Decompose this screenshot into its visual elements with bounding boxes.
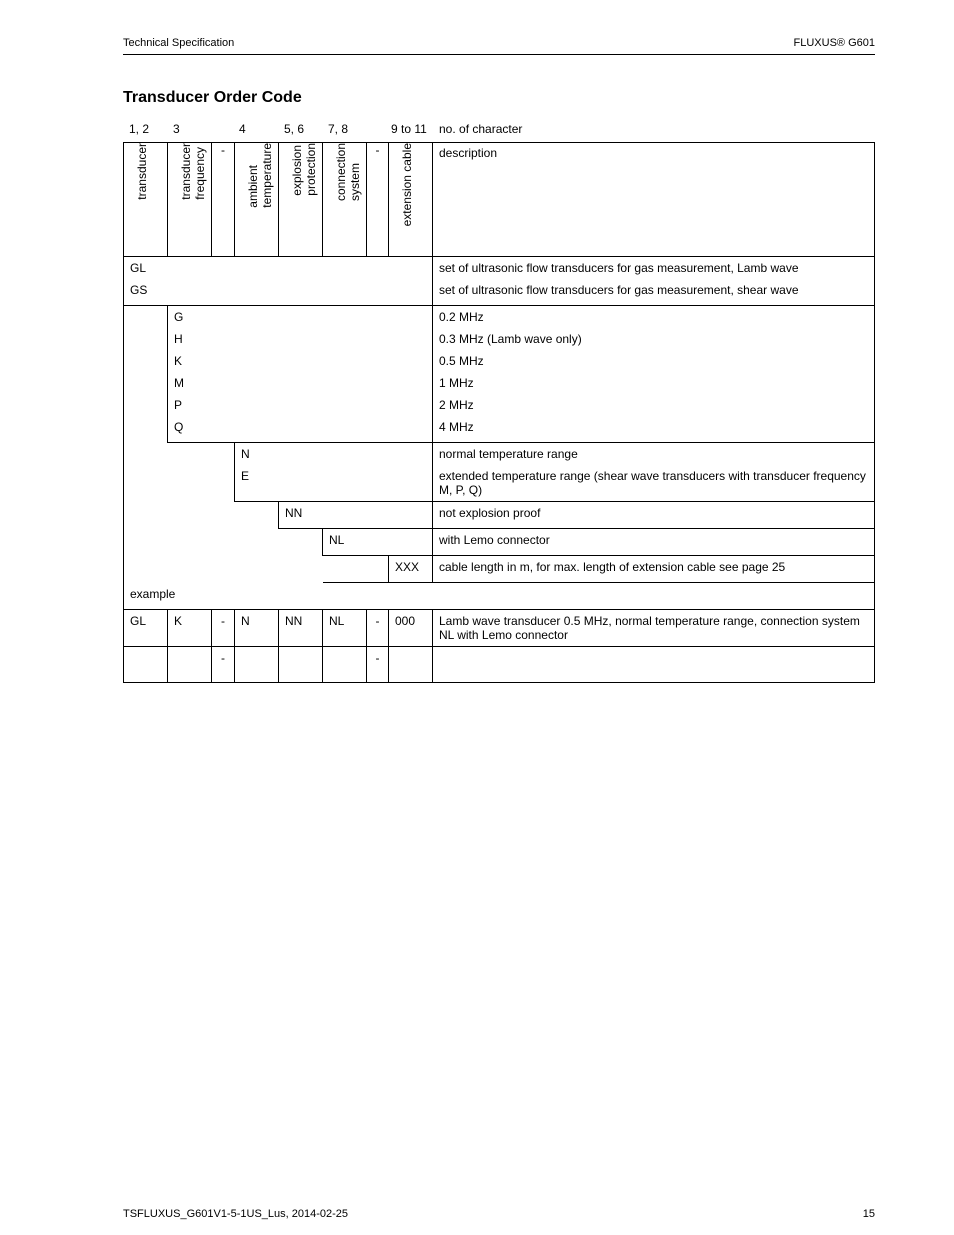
code-cell: GS	[124, 279, 433, 306]
char-num-7-8: 7, 8	[328, 122, 349, 136]
col-header-connection: connection system	[323, 143, 367, 257]
spacer-cell	[124, 306, 168, 583]
code-cell: H	[168, 328, 433, 350]
blank-cell	[235, 647, 279, 683]
col-header-transducer: transducer	[124, 143, 168, 257]
spacer-cell	[323, 556, 389, 583]
spacer-cell	[279, 529, 323, 583]
description-cell: 4 MHz	[433, 416, 875, 443]
example-connection: NL	[323, 610, 367, 647]
col-header-description: description	[433, 143, 875, 257]
blank-dash-1: -	[212, 647, 235, 683]
description-cell: 0.5 MHz	[433, 350, 875, 372]
col-header-explosion: explosion protection	[279, 143, 323, 257]
spacer-cell	[235, 502, 279, 583]
table-row-explosion	[124, 502, 875, 529]
description-cell: cable length in m, for max. length of extension cable see page 25	[433, 556, 875, 583]
col-header-dash-1: -	[212, 143, 235, 257]
blank-cell	[124, 647, 168, 683]
blank-cell	[323, 647, 367, 683]
example-cable: 000	[389, 610, 433, 647]
order-code-table	[123, 142, 875, 683]
description-cell: 0.3 MHz (Lamb wave only)	[433, 328, 875, 350]
table-row-frequency	[124, 416, 875, 443]
spacer-cell	[168, 443, 235, 583]
code-cell: XXX	[389, 556, 433, 583]
code-cell: N	[235, 443, 433, 466]
example-label: example	[124, 583, 875, 610]
description-cell: set of ultrasonic flow transducers for gas measurement, Lamb wave	[433, 257, 875, 280]
char-num-9-11: 9 to 11	[391, 122, 427, 136]
char-num-label: no. of character	[439, 122, 523, 136]
table-row-frequency	[124, 328, 875, 350]
col-header-dash-2: -	[367, 143, 389, 257]
char-num-4: 4	[239, 122, 246, 136]
table-row-blank	[124, 647, 875, 683]
col-header-temperature: ambient temperature	[235, 143, 279, 257]
col-header-cable: extension cable	[389, 143, 433, 257]
blank-cell	[389, 647, 433, 683]
code-cell: G	[168, 306, 433, 329]
blank-dash-2: -	[367, 647, 389, 683]
description-cell: with Lemo connector	[433, 529, 875, 556]
table-row-transducer-gs	[124, 279, 875, 306]
header-row	[124, 143, 875, 257]
blank-cell	[168, 647, 212, 683]
running-header-right: FLUXUS® G601	[793, 37, 875, 49]
char-num-3: 3	[173, 122, 180, 136]
description-cell: not explosion proof	[433, 502, 875, 529]
description-cell: normal temperature range	[433, 443, 875, 466]
blank-cell	[433, 647, 875, 683]
character-number-row	[0, 122, 954, 138]
description-cell: extended temperature range (shear wave transducers with transducer frequency M, P, Q)	[433, 465, 875, 502]
example-temperature: N	[235, 610, 279, 647]
table-row-frequency	[124, 350, 875, 372]
code-cell: GL	[124, 257, 433, 280]
description-cell: 1 MHz	[433, 372, 875, 394]
char-num-1-2: 1, 2	[129, 122, 150, 136]
table-row-temperature	[124, 443, 875, 466]
description-cell: 2 MHz	[433, 394, 875, 416]
blank-cell	[279, 647, 323, 683]
example-frequency: K	[168, 610, 212, 647]
table-row-frequency	[124, 306, 875, 329]
example-explosion: NN	[279, 610, 323, 647]
description-cell: set of ultrasonic flow transducers for gas measurement, shear wave	[433, 279, 875, 306]
example-description: Lamb wave transducer 0.5 MHz, normal temperature range, connection system NL with Lemo connector	[433, 610, 875, 647]
table-row-example	[124, 610, 875, 647]
code-cell: M	[168, 372, 433, 394]
table-row-transducer-gl	[124, 257, 875, 280]
col-header-frequency: transducer frequency	[168, 143, 212, 257]
table-row-frequency	[124, 394, 875, 416]
code-cell: NL	[323, 529, 433, 556]
running-header-left: Technical Specification	[123, 37, 235, 49]
code-cell: NN	[279, 502, 433, 529]
table-row-temperature	[124, 465, 875, 502]
description-cell: 0.2 MHz	[433, 306, 875, 329]
code-cell: Q	[168, 416, 433, 443]
header-rule	[123, 54, 875, 55]
code-cell: E	[235, 465, 433, 502]
char-num-5-6: 5, 6	[284, 122, 305, 136]
code-cell: K	[168, 350, 433, 372]
footer-document-id: TSFLUXUS_G601V1-5-1US_Lus, 2014-02-25	[123, 1208, 349, 1220]
footer-page-number: 15	[862, 1208, 875, 1220]
code-cell: P	[168, 394, 433, 416]
table-row-frequency	[124, 372, 875, 394]
table-row-example-label	[124, 583, 875, 610]
example-dash-1: -	[212, 610, 235, 647]
example-dash-2: -	[367, 610, 389, 647]
example-transducer: GL	[124, 610, 168, 647]
section-title: Transducer Order Code	[123, 89, 302, 106]
